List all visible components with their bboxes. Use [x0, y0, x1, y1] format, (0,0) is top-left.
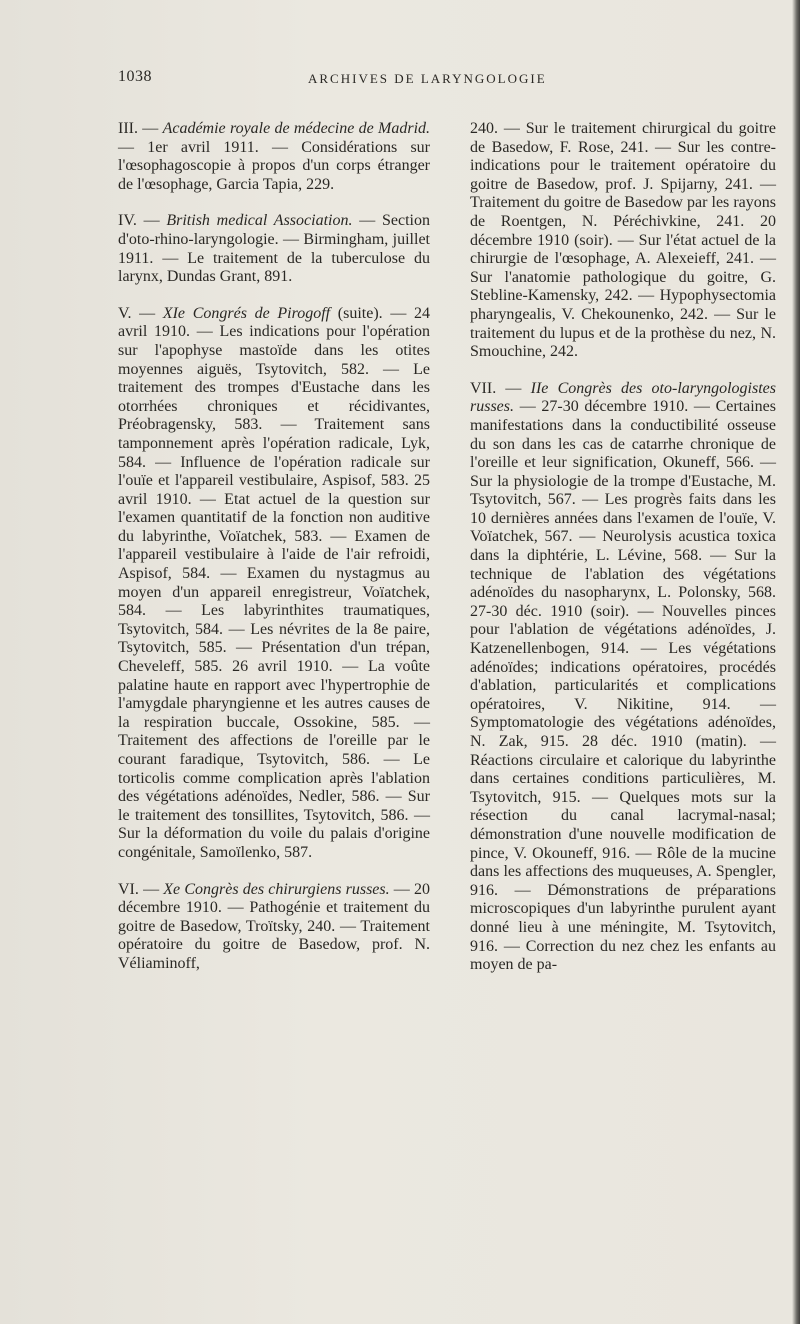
page-number: 1038	[118, 68, 152, 85]
section-title: Xe Congrès des chirurgiens russes.	[163, 880, 390, 898]
page-edge-shadow	[792, 0, 800, 1324]
section-number: III. —	[118, 120, 163, 137]
section-number: VII. —	[470, 379, 531, 397]
entry-section	[470, 380, 776, 975]
page-header	[118, 68, 738, 92]
right-column	[470, 120, 776, 993]
entry-continuation	[470, 120, 776, 362]
section-number: VI. —	[118, 880, 164, 898]
section-number: IV. —	[118, 212, 167, 230]
left-column	[118, 120, 430, 992]
section-title: British medical Association.	[166, 212, 353, 230]
section-number: V. —	[118, 304, 163, 322]
entry-section	[118, 305, 430, 863]
section-title: Académie royale de médecine de Madrid.	[162, 120, 431, 137]
section-title: IIe Congrès des oto-laryngologistes russes.	[470, 379, 776, 416]
section-body: — 27-30 décembre 1910. — Certaines manifestations dans la conductibilité osseuse du son dans les cas de catarrhe chronique de l'oreille et leur signification, Okuneff, 566. — Sur la physiologie de la trompe d'Eustache, M. Tsytovitch, 567. — Les progrès faits dans les 10 dernières années dans l'examen de l'ouïe, V. Voïatchek, 567. — Neurolysis acustica toxica dans la diphtérie, L. Lévine, 568. — Sur la technique de l'ablation des végétations adénoïdes du nasopharynx, L. Polonsky, 568. 27-30 déc. 1910 (soir). — Nouvelles pinces pour l'ablation de végétations adénoïdes, J. Katzenellenbogen, 914. — Les végétations adénoïdes; indications opératoires, procédés d'ablation, particularités et complications opératoires, V. Nikitine, 914. — Symptomatologie des végétations adénoïdes, N. Zak, 915. 28 déc. 1910 (matin). — Réactions circulaire et calorique du labyrinthe dans certaines conditions particulières, M. Tsytovitch, 915. — Quelques mots sur la résection du canal lacrymal-nasal; démonstration d'une nouvelle modification de pince, V. Okouneff, 916. — Rôle de la mucine dans les affections des muqueuses, A. Spengler, 916. — Démonstrations de préparations microscopiques d'un labyrinthe purulent ayant donné lieu à une méningite, M. Tsytovitch, 916. — Correction du nez chez les enfants au moyen de pa-	[470, 398, 776, 974]
entry-section	[118, 120, 430, 194]
section-body: (suite). — 24 avril 1910. — Les indications pour l'opération sur l'apophyse mastoïde dans les otites moyennes aiguës, Tsytovitch, 582. — Le traitement des trompes d'Eustache dans les otorrhées chroniques et récidivantes, Préobragensky, 583. — Traitement sans tamponnement après l'opération radicale, Lyk, 584. — Influence de l'opération radicale sur l'ouïe et l'appareil vestibulaire, Aspisof, 583. 25 avril 1910. — Etat actuel de la question sur l'examen quantitatif de la fonction non auditive du labyrinthe, Voïatchek, 583. — Examen de l'appareil vestibulaire à l'aide de l'air refroidi, Aspisof, 584. — Examen du nystagmus au moyen d'un appareil enregistreur, Voïatchek, 584. — Les labyrinthites traumatiques, Tsytovitch, 584. — Les névrites de la 8e paire, Tsytovitch, 585. — Présentation d'un trépan, Cheveleff, 585. 26 avril 1910. — La voûte palatine haute en rapport avec l'hypertrophie de l'amygdale pharyngienne et les autres causes de la respiration buccale, Ossokine, 585. — Traitement des affections de l'oreille par le courant faradique, Tsytovitch, 586. — Le torticolis comme complication après l'ablation des végétations adénoïdes, Nedler, 586. — Sur le traitement des tonsillites, Tsytovitch, 586. — Sur la déformation du voile du palais d'origine congénitale, Samoïlenko, 587.	[118, 304, 430, 861]
running-title: ARCHIVES DE LARYNGOLOGIE	[308, 71, 547, 86]
section-body: — 1er avril 1911. — Considérations sur l'œsophagoscopie à propos d'un corps étranger de l'œsophage, Garcia Tapia, 229.	[118, 138, 430, 193]
entry-section	[118, 212, 430, 286]
section-body: — 20 décembre 1910. — Pathogénie et traitement du goitre de Basedow, Troïtsky, 240. — Traitement opératoire du goitre de Basedow, prof. N. Véliaminoff,	[118, 880, 430, 972]
entry-section	[118, 881, 430, 974]
section-body: — Section d'oto-rhino-laryngologie. — Birmingham, juillet 1911. — Le traitement de la tuberculose du larynx, Dundas Grant, 891.	[118, 212, 431, 286]
section-body: 240. — Sur le traitement chirurgical du goitre de Basedow, F. Rose, 241. — Sur les contre-indications pour le traitement opératoire du goitre de Basedow, prof. J. Spijarny, 241. — Traitement du goitre de Basedow par les rayons de Roentgen, N. Péréchivkine, 241. 20 décembre 1910 (soir). — Sur l'état actuel de la chirurgie de l'œsophage, A. Alexeieff, 241. — Sur l'anatomie pathologique du goitre, G. Stebline-Kamensky, 242. — Hypophysectomia pharyngealis, V. Chekounenko, 242. — Sur le traitement du lupus et de la prothèse du nez, N. Smouchine, 242.	[470, 120, 776, 361]
section-title: XIe Congrés de Pirogoff	[162, 304, 331, 322]
